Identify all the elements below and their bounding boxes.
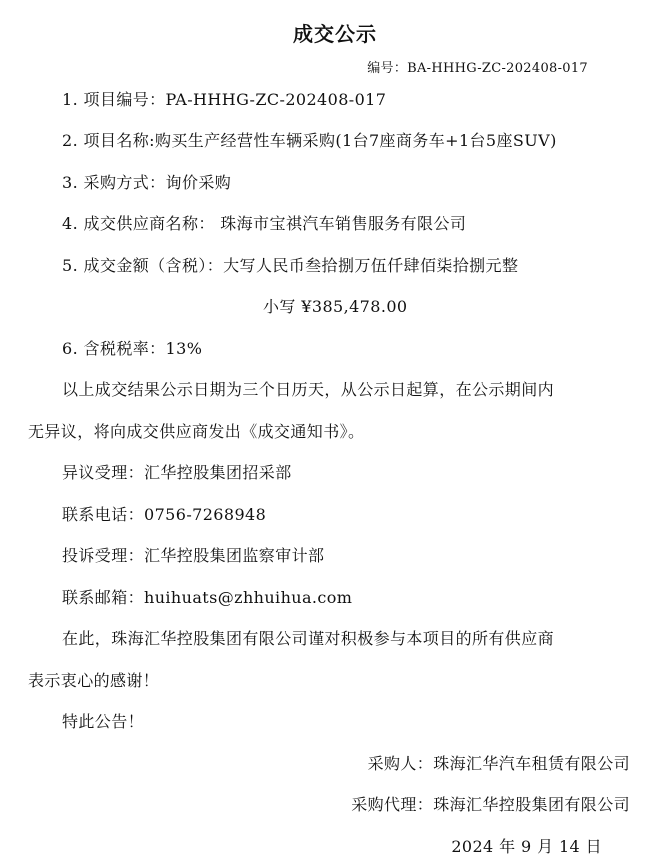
page-title: 成交公示 — [293, 22, 377, 46]
item-amount-uppercase: 5. 成交金额（含税）：大写人民币叁拾捌万伍仟肆佰柒拾捌元整 — [62, 256, 519, 275]
closing-statement: 特此公告！ — [62, 712, 145, 731]
agent-signature: 采购代理：珠海汇华控股集团有限公司 — [351, 795, 630, 814]
publish-date: 2024 年 9 月 14 日 — [451, 837, 602, 856]
contact-email: 联系邮箱：huihuats@zhhuihua.com — [62, 588, 353, 607]
document-number: 编号：BA-HHHG-ZC-202408-017 — [367, 61, 588, 76]
item-tax-rate: 6. 含税税率：13% — [62, 339, 203, 358]
item-procurement-method: 3. 采购方式：询价采购 — [62, 173, 232, 192]
thanks-paragraph-line2: 表示衷心的感谢！ — [28, 671, 160, 690]
objection-contact: 异议受理：汇华控股集团招采部 — [62, 463, 292, 482]
item-amount-figures: 小写 ¥385,478.00 — [263, 297, 408, 316]
thanks-paragraph-line1: 在此，珠海汇华控股集团有限公司谨对积极参与本项目的所有供应商 — [62, 629, 555, 648]
notice-paragraph-line2: 无异议，将向成交供应商发出《成交通知书》。 — [28, 422, 365, 441]
complaint-contact: 投诉受理：汇华控股集团监察审计部 — [62, 546, 325, 565]
contact-phone: 联系电话：0756-7268948 — [62, 505, 267, 524]
notice-paragraph-line1: 以上成交结果公示日期为三个日历天，从公示日起算，在公示期间内 — [62, 380, 555, 399]
item-project-name: 2. 项目名称:购买生产经营性车辆采购(1台7座商务车+1台5座SUV) — [62, 131, 557, 150]
purchaser-signature: 采购人：珠海汇华汽车租赁有限公司 — [367, 754, 630, 773]
item-project-number: 1. 项目编号：PA-HHHG-ZC-202408-017 — [62, 90, 387, 109]
item-supplier-name: 4. 成交供应商名称： 珠海市宝祺汽车销售服务有限公司 — [62, 214, 467, 233]
